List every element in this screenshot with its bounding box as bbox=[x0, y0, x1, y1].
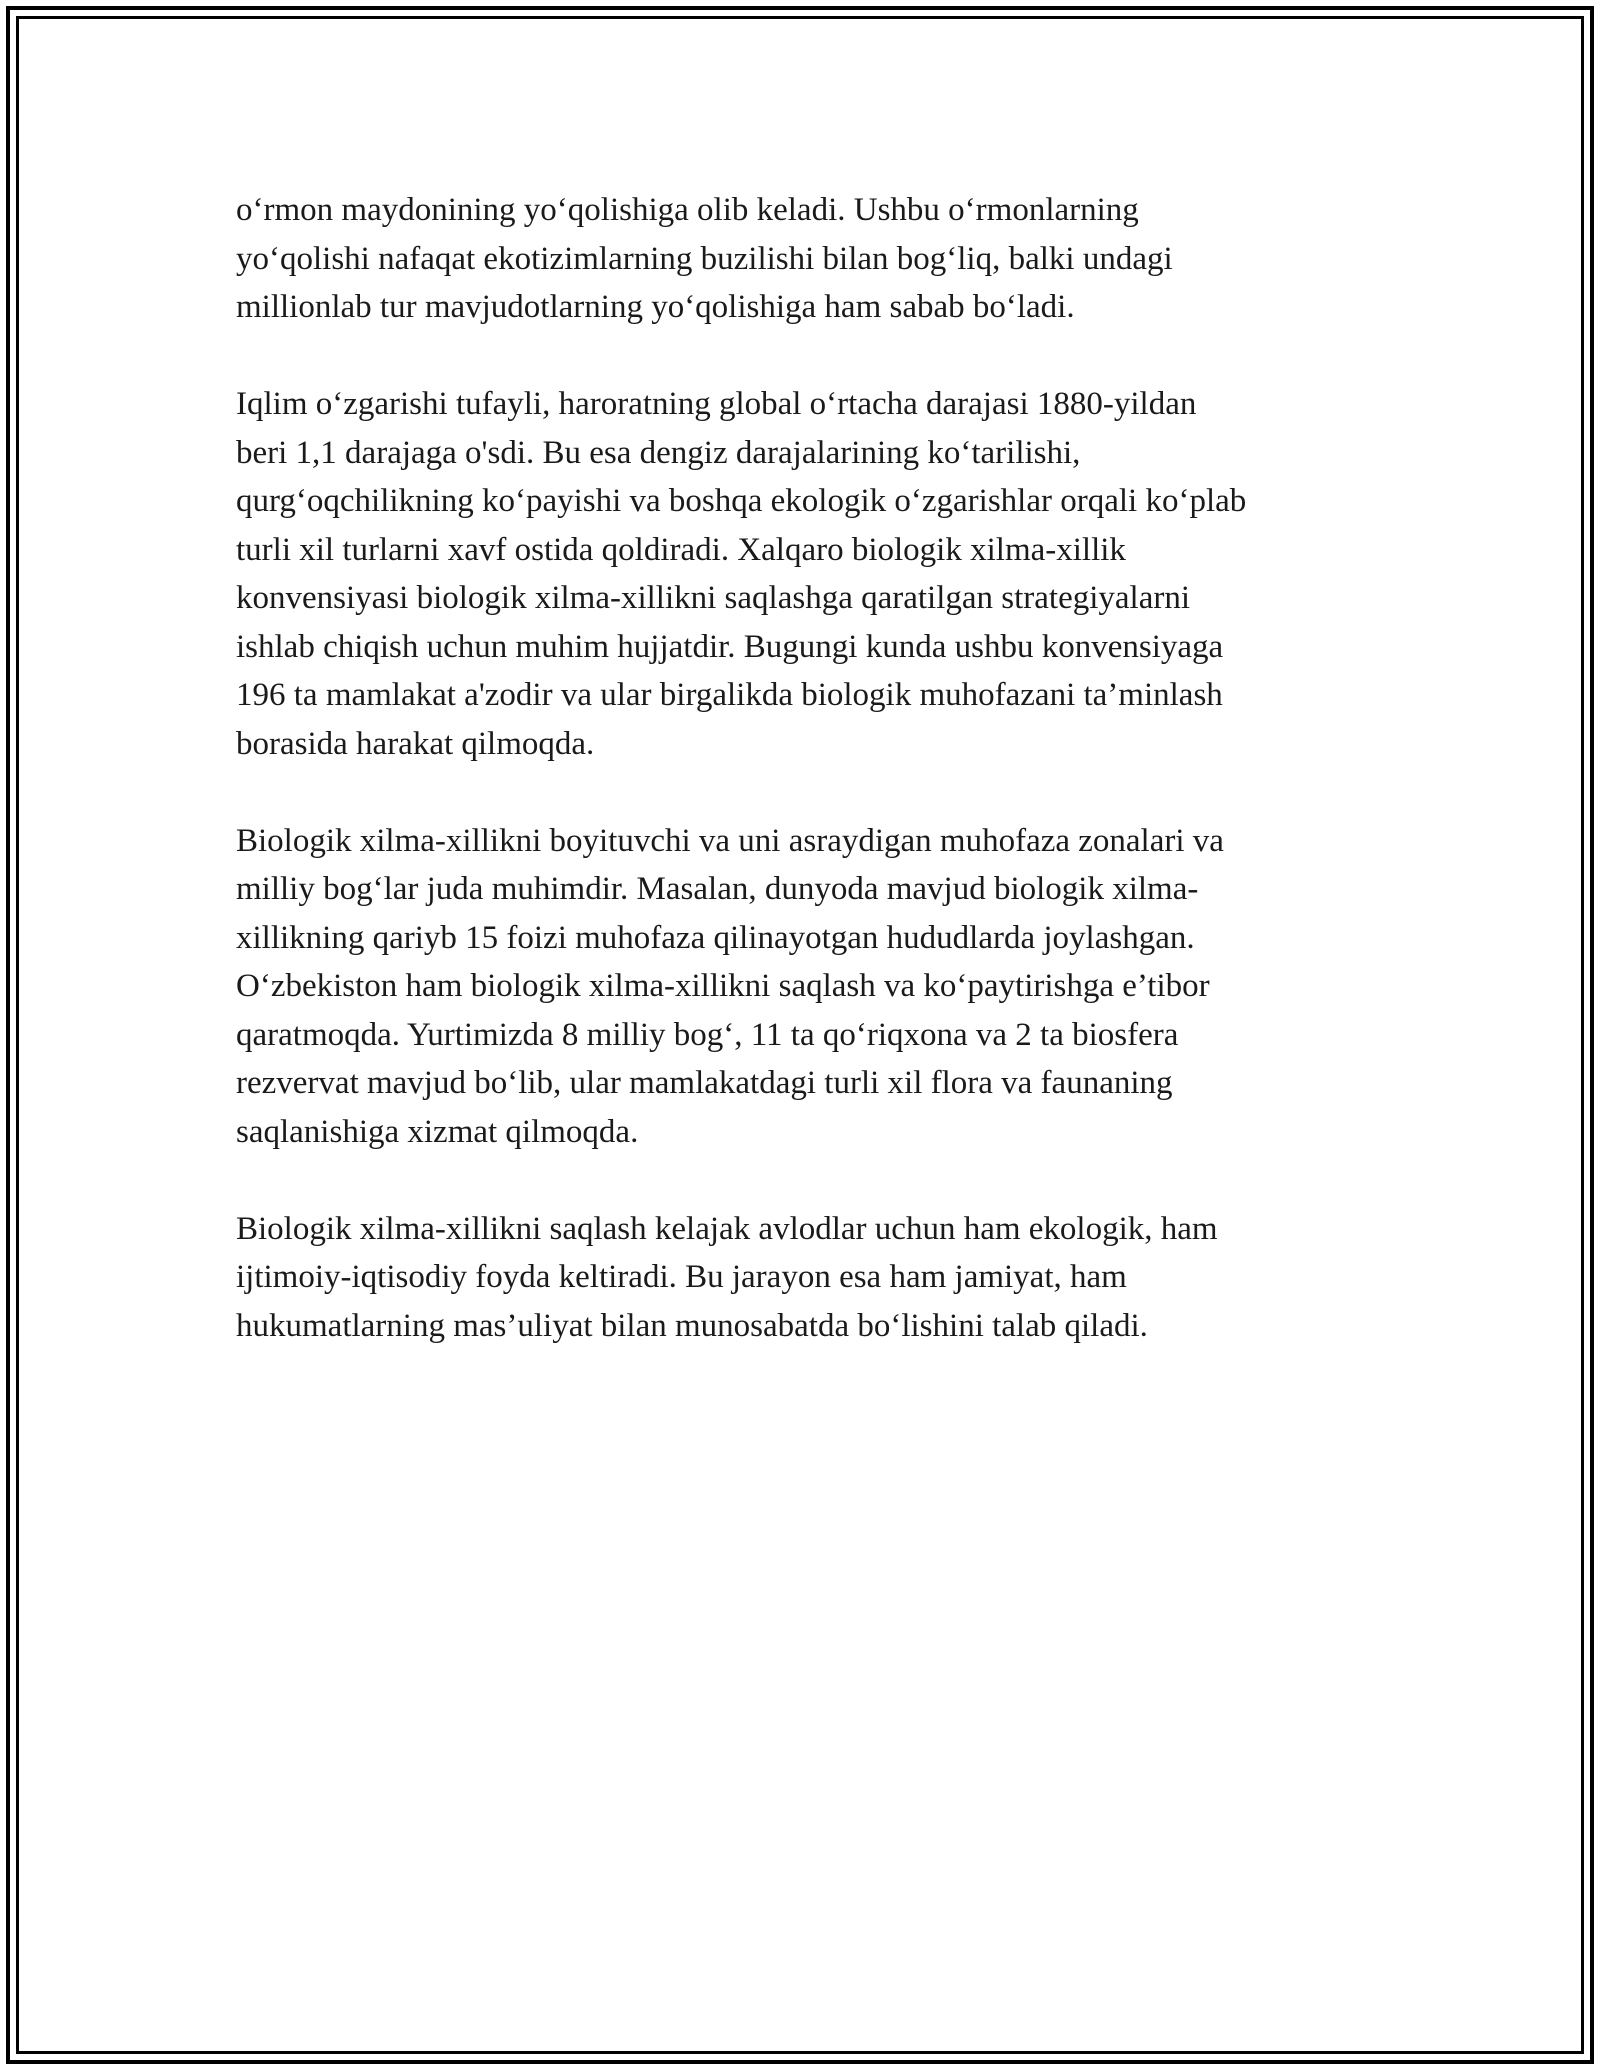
paragraph-conclusion bbox=[236, 1205, 1376, 1351]
document-body bbox=[236, 186, 1376, 1399]
text-line: saqlanishiga xizmat qilmoqda. bbox=[236, 1113, 639, 1150]
text-line: O‘zbekiston ham biologik xilma-xillikni saqlash va ko‘paytirishga e’tibor bbox=[236, 968, 1210, 1004]
paragraph-deforestation bbox=[236, 186, 1376, 332]
text-line: Biologik xilma-xillikni saqlash kelajak avlodlar uchun ham ekologik, ham bbox=[236, 1210, 1218, 1247]
text-line: ishlab chiqish uchun muhim hujjatdir. Bugungi kunda ushbu konvensiyaga bbox=[236, 628, 1224, 665]
text-line: borasida harakat qilmoqda. bbox=[236, 725, 595, 762]
text-line: xillikning qariyb 15 foizi muhofaza qilinayotgan hududlarda joylashgan. bbox=[236, 919, 1195, 956]
text-line: qaratmoqda. Yurtimizda 8 milliy bog‘, 11 ta qo‘riqxona va 2 ta biosfera bbox=[236, 1016, 1179, 1053]
paragraph-climate-change bbox=[236, 380, 1376, 768]
text-line: turli xil turlarni xavf ostida qoldiradi. Xalqaro biologik xilma-xillik bbox=[236, 531, 1126, 568]
text-line: ijtimoiy-iqtisodiy foyda keltiradi. Bu jarayon esa ham jamiyat, ham bbox=[236, 1259, 1127, 1295]
text-line: beri 1,1 darajaga o'sdi. Bu esa dengiz darajalarining ko‘tarilishi, bbox=[236, 434, 1081, 471]
text-line: hukumatlarning mas’uliyat bilan munosabatda bo‘lishini talab qiladi. bbox=[236, 1307, 1148, 1344]
text-line: o‘rmon maydonining yo‘qolishiga olib keladi. Ushbu o‘rmonlarning bbox=[236, 192, 1139, 228]
text-line: Iqlim o‘zgarishi tufayli, haroratning global o‘rtacha darajasi 1880-yildan bbox=[236, 386, 1197, 422]
paragraph-protected-areas bbox=[236, 817, 1376, 1157]
text-line: Biologik xilma-xillikni boyituvchi va uni asraydigan muhofaza zonalari va bbox=[236, 822, 1224, 859]
text-line: konvensiyasi biologik xilma-xillikni saqlashga qaratilgan strategiyalarni bbox=[236, 580, 1191, 616]
text-line: qurg‘oqchilikning ko‘payishi va boshqa ekologik o‘zgarishlar orqali ko‘plab bbox=[236, 483, 1247, 519]
text-line: rezvervat mavjud bo‘lib, ular mamlakatdagi turli xil flora va faunaning bbox=[236, 1065, 1173, 1101]
text-line: milliy bog‘lar juda muhimdir. Masalan, dunyoda mavjud biologik xilma- bbox=[236, 871, 1199, 907]
text-line: yo‘qolishi nafaqat ekotizimlarning buzilishi bilan bog‘liq, balki undagi bbox=[236, 240, 1173, 277]
text-line: 196 ta mamlakat a'zodir va ular birgalikda biologik muhofazani ta’minlash bbox=[236, 677, 1223, 713]
text-line: millionlab tur mavjudotlarning yo‘qolishiga ham sabab bo‘ladi. bbox=[236, 289, 1075, 325]
